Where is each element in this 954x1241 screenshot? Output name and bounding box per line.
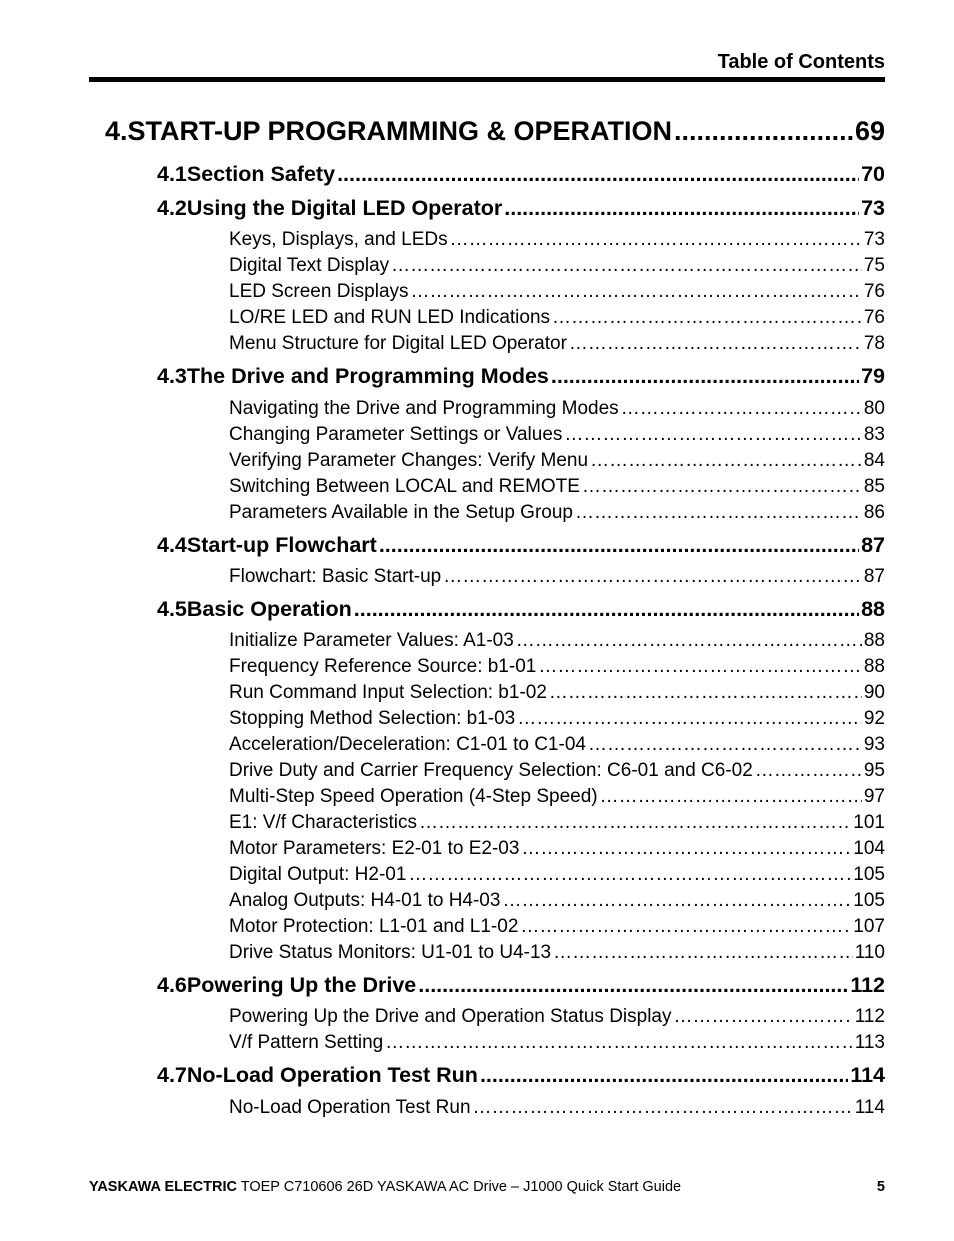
dot-leader	[419, 812, 851, 834]
section-page: 73	[861, 196, 885, 220]
subentry-page: 92	[863, 708, 885, 729]
dot-leader	[450, 229, 862, 251]
section-title: Start-up Flowchart	[186, 533, 377, 557]
chapter-title: START-UP PROGRAMMING & OPERATION	[127, 116, 673, 146]
subentry-title: Acceleration/Deceleration: C1-01 to C1-04	[229, 734, 586, 755]
section-title: The Drive and Programming Modes	[186, 364, 549, 388]
toc-subentry[interactable]	[229, 281, 885, 305]
toc-subentry[interactable]	[229, 255, 885, 279]
section-number: 4.3	[157, 364, 187, 388]
toc-subentry[interactable]	[229, 476, 885, 500]
toc-subentry[interactable]	[229, 760, 885, 784]
subentry-page: 83	[863, 424, 885, 445]
dot-leader	[538, 656, 862, 678]
section-page: 70	[861, 162, 885, 186]
subentry-page: 88	[863, 630, 885, 651]
toc-subentry[interactable]	[229, 1032, 885, 1056]
toc-subentry[interactable]	[229, 1097, 885, 1121]
footer	[89, 1179, 681, 1195]
toc-subentry[interactable]	[229, 307, 885, 331]
toc-subentry[interactable]	[229, 630, 885, 654]
section-page: 112	[850, 973, 885, 997]
dot-leader	[575, 502, 862, 524]
subentry-title: Stopping Method Selection: b1-03	[229, 708, 516, 729]
subentry-page: 112	[854, 1006, 885, 1027]
toc-section-entry[interactable]	[157, 364, 885, 392]
dot-leader	[520, 916, 851, 938]
subentry-page: 80	[863, 398, 885, 419]
toc-section-entry[interactable]	[157, 973, 885, 1001]
toc-section-entry[interactable]	[157, 597, 885, 625]
subentry-title: Digital Text Display	[229, 255, 390, 276]
dot-leader	[588, 734, 862, 756]
subentry-title: Frequency Reference Source: b1-01	[229, 656, 537, 677]
subentry-page: 101	[853, 812, 885, 833]
subentry-title: Keys, Displays, and LEDs	[229, 229, 448, 250]
toc-subentry[interactable]	[229, 333, 885, 357]
dot-leader	[411, 281, 862, 303]
toc-subentry[interactable]	[229, 890, 885, 914]
section-number: 4.1	[157, 162, 187, 186]
section-page: 79	[861, 364, 885, 388]
section-title: Basic Operation	[186, 597, 352, 621]
subentry-page: 75	[863, 255, 885, 276]
toc-chapter-entry[interactable]	[105, 116, 885, 152]
toc-section-entry[interactable]	[157, 196, 885, 224]
section-title: Powering Up the Drive	[186, 973, 417, 997]
toc-subentry[interactable]	[229, 838, 885, 862]
dot-leader	[408, 864, 851, 886]
section-page: 114	[850, 1063, 885, 1087]
dot-leader	[755, 760, 862, 782]
toc-subentry[interactable]	[229, 450, 885, 474]
dot-leader	[385, 1032, 853, 1054]
subentry-page: 107	[853, 916, 885, 937]
section-page: 88	[861, 597, 885, 621]
subentry-title: Motor Parameters: E2-01 to E2-03	[229, 838, 520, 859]
toc-subentry[interactable]	[229, 656, 885, 680]
header-rule	[89, 77, 885, 82]
toc-subentry[interactable]	[229, 916, 885, 940]
subentry-title: V/f Pattern Setting	[229, 1032, 384, 1053]
subentry-title: LO/RE LED and RUN LED Indications	[229, 307, 551, 328]
section-title: Using the Digital LED Operator	[186, 196, 503, 220]
dot-leader	[337, 162, 859, 187]
toc-subentry[interactable]	[229, 502, 885, 526]
section-number: 4.7	[157, 1063, 187, 1087]
toc-subentry[interactable]	[229, 942, 885, 966]
toc-subentry[interactable]	[229, 566, 885, 590]
dot-leader	[590, 450, 862, 472]
subentry-page: 95	[863, 760, 885, 781]
toc-subentry[interactable]	[229, 812, 885, 836]
subentry-page: 104	[853, 838, 885, 859]
subentry-title: Motor Protection: L1-01 and L1-02	[229, 916, 519, 937]
subentry-title: Parameters Available in the Setup Group	[229, 502, 573, 523]
section-page: 87	[861, 533, 885, 557]
footer-text: TOEP C710606 26D YASKAWA AC Drive – J1000 Quick Start Guide	[236, 1179, 682, 1195]
toc-subentry[interactable]	[229, 708, 885, 732]
section-title: Section Safety	[186, 162, 336, 186]
dot-leader	[551, 364, 859, 389]
section-number: 4.5	[157, 597, 187, 621]
subentry-page: 87	[863, 566, 885, 587]
subentry-page: 76	[863, 307, 885, 328]
subentry-page: 105	[853, 890, 885, 911]
subentry-page: 114	[854, 1097, 885, 1118]
toc-subentry[interactable]	[229, 864, 885, 888]
section-title: No-Load Operation Test Run	[186, 1063, 478, 1087]
subentry-title: Initialize Parameter Values: A1-03	[229, 630, 514, 651]
dot-leader	[379, 533, 859, 558]
dot-leader	[569, 333, 862, 355]
toc-subentry[interactable]	[229, 1006, 885, 1030]
dot-leader	[549, 682, 862, 704]
subentry-page: 93	[863, 734, 885, 755]
subentry-page: 105	[853, 864, 885, 885]
chapter-number: 4.	[105, 116, 128, 146]
subentry-title: Digital Output: H2-01	[229, 864, 407, 885]
subentry-title: Verifying Parameter Changes: Verify Menu	[229, 450, 589, 471]
subentry-title: Navigating the Drive and Programming Modes	[229, 398, 619, 419]
subentry-page: 90	[863, 682, 885, 703]
subentry-title: Switching Between LOCAL and REMOTE	[229, 476, 580, 497]
chapter-page: 69	[854, 116, 885, 146]
subentry-page: 76	[863, 281, 885, 302]
subentry-page: 85	[863, 476, 885, 497]
dot-leader	[564, 424, 861, 446]
subentry-page: 110	[854, 942, 885, 963]
dot-leader	[516, 630, 862, 652]
subentry-page: 88	[863, 656, 885, 677]
subentry-title: No-Load Operation Test Run	[229, 1097, 471, 1118]
subentry-title: Changing Parameter Settings or Values	[229, 424, 563, 445]
toc-section-entry[interactable]	[157, 533, 885, 561]
footer-page-number: 5	[876, 1179, 885, 1195]
subentry-title: Menu Structure for Digital LED Operator	[229, 333, 567, 354]
toc-subentry[interactable]	[229, 786, 885, 810]
dot-leader	[391, 255, 862, 277]
dot-leader	[521, 838, 851, 860]
dot-leader	[473, 1097, 853, 1119]
subentry-title: Drive Duty and Carrier Frequency Selection: C6-01 and C6-02	[229, 760, 753, 781]
toc-subentry[interactable]	[229, 734, 885, 758]
running-head-title: Table of Contents	[717, 51, 885, 73]
subentry-page: 97	[863, 786, 885, 807]
subentry-page: 113	[854, 1032, 885, 1053]
dot-leader	[582, 476, 862, 498]
subentry-title: E1: V/f Characteristics	[229, 812, 417, 833]
section-number: 4.4	[157, 533, 187, 557]
toc-subentry[interactable]	[229, 229, 885, 253]
dot-leader	[621, 398, 862, 420]
dot-leader	[552, 307, 862, 329]
subentry-title: Analog Outputs: H4-01 to H4-03	[229, 890, 501, 911]
subentry-title: Drive Status Monitors: U1-01 to U4-13	[229, 942, 552, 963]
dot-leader	[480, 1063, 848, 1088]
toc-subentry[interactable]	[229, 682, 885, 706]
toc-section-entry[interactable]	[157, 162, 885, 190]
subentry-page: 78	[863, 333, 885, 354]
dot-leader	[502, 890, 851, 912]
toc-subentry[interactable]	[229, 398, 885, 422]
subentry-page: 73	[863, 229, 885, 250]
subentry-page: 84	[863, 450, 885, 471]
subentry-title: LED Screen Displays	[229, 281, 409, 302]
subentry-page: 86	[863, 502, 885, 523]
dot-leader	[674, 1006, 853, 1028]
section-number: 4.6	[157, 973, 187, 997]
dot-leader	[553, 942, 853, 964]
dot-leader	[443, 566, 862, 588]
footer-brand: YASKAWA ELECTRIC	[89, 1179, 237, 1195]
subentry-title: Flowchart: Basic Start-up	[229, 566, 442, 587]
dot-leader	[600, 786, 862, 808]
dot-leader	[504, 196, 859, 221]
section-number: 4.2	[157, 196, 187, 220]
dot-leader	[418, 973, 848, 998]
toc-subentry[interactable]	[229, 424, 885, 448]
subentry-title: Multi-Step Speed Operation (4-Step Speed)	[229, 786, 598, 807]
subentry-title: Powering Up the Drive and Operation Status Display	[229, 1006, 672, 1027]
dot-leader	[354, 597, 859, 622]
subentry-title: Run Command Input Selection: b1-02	[229, 682, 547, 703]
dot-leader	[674, 116, 853, 147]
dot-leader	[517, 708, 862, 730]
toc-section-entry[interactable]	[157, 1063, 885, 1091]
